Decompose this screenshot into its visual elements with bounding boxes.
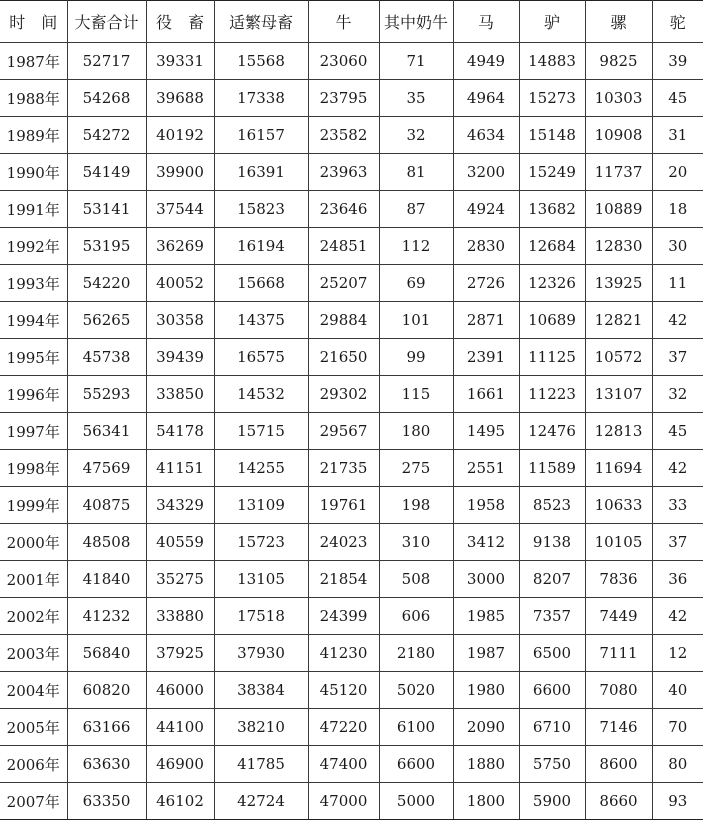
cell-draft-animals: 30358 — [146, 302, 214, 339]
cell-mules: 13925 — [585, 265, 652, 302]
header-total-livestock: 大畜合计 — [67, 1, 146, 43]
table-row — [0, 709, 703, 746]
cell-year: 2006年 — [0, 746, 67, 783]
cell-dairy-cows: 71 — [379, 43, 453, 80]
table-body — [0, 43, 703, 820]
cell-horses: 4924 — [453, 191, 519, 228]
cell-donkeys: 15273 — [519, 80, 585, 117]
cell-camels: 20 — [652, 154, 703, 191]
cell-total-livestock: 63350 — [67, 783, 146, 820]
cell-breeding-females: 16575 — [214, 339, 308, 376]
cell-horses: 2830 — [453, 228, 519, 265]
cell-mules: 7080 — [585, 672, 652, 709]
table-row — [0, 635, 703, 672]
cell-donkeys: 11223 — [519, 376, 585, 413]
header-donkeys: 驴 — [519, 1, 585, 43]
cell-dairy-cows: 310 — [379, 524, 453, 561]
cell-donkeys: 12684 — [519, 228, 585, 265]
cell-cattle: 24851 — [308, 228, 379, 265]
cell-mules: 10105 — [585, 524, 652, 561]
cell-donkeys: 8207 — [519, 561, 585, 598]
cell-mules: 10908 — [585, 117, 652, 154]
table-row — [0, 191, 703, 228]
cell-breeding-females: 41785 — [214, 746, 308, 783]
cell-cattle: 19761 — [308, 487, 379, 524]
cell-total-livestock: 52717 — [67, 43, 146, 80]
cell-cattle: 45120 — [308, 672, 379, 709]
cell-total-livestock: 54272 — [67, 117, 146, 154]
cell-total-livestock: 54149 — [67, 154, 146, 191]
cell-cattle: 47000 — [308, 783, 379, 820]
cell-draft-animals: 46000 — [146, 672, 214, 709]
cell-total-livestock: 41232 — [67, 598, 146, 635]
cell-cattle: 21854 — [308, 561, 379, 598]
table-row — [0, 561, 703, 598]
cell-camels: 12 — [652, 635, 703, 672]
cell-mules: 10633 — [585, 487, 652, 524]
cell-mules: 8600 — [585, 746, 652, 783]
cell-draft-animals: 39688 — [146, 80, 214, 117]
table-row — [0, 746, 703, 783]
cell-mules: 11694 — [585, 450, 652, 487]
table-row — [0, 598, 703, 635]
table-row — [0, 228, 703, 265]
header-horses: 马 — [453, 1, 519, 43]
cell-draft-animals: 46102 — [146, 783, 214, 820]
cell-dairy-cows: 69 — [379, 265, 453, 302]
cell-year: 2007年 — [0, 783, 67, 820]
cell-donkeys: 6500 — [519, 635, 585, 672]
cell-camels: 33 — [652, 487, 703, 524]
cell-horses: 1800 — [453, 783, 519, 820]
cell-draft-animals: 40192 — [146, 117, 214, 154]
cell-draft-animals: 40559 — [146, 524, 214, 561]
header-cattle: 牛 — [308, 1, 379, 43]
table-row — [0, 302, 703, 339]
header-row — [0, 1, 703, 43]
cell-horses: 3412 — [453, 524, 519, 561]
cell-dairy-cows: 275 — [379, 450, 453, 487]
cell-donkeys: 10689 — [519, 302, 585, 339]
cell-cattle: 29884 — [308, 302, 379, 339]
cell-mules: 7836 — [585, 561, 652, 598]
cell-draft-animals: 33850 — [146, 376, 214, 413]
cell-draft-animals: 35275 — [146, 561, 214, 598]
cell-draft-animals: 40052 — [146, 265, 214, 302]
cell-camels: 37 — [652, 524, 703, 561]
cell-camels: 39 — [652, 43, 703, 80]
cell-donkeys: 11589 — [519, 450, 585, 487]
table-header — [0, 1, 703, 43]
cell-camels: 45 — [652, 413, 703, 450]
cell-horses: 1958 — [453, 487, 519, 524]
cell-year: 1990年 — [0, 154, 67, 191]
cell-cattle: 23582 — [308, 117, 379, 154]
cell-horses: 1985 — [453, 598, 519, 635]
cell-dairy-cows: 112 — [379, 228, 453, 265]
cell-camels: 36 — [652, 561, 703, 598]
cell-year: 2000年 — [0, 524, 67, 561]
cell-draft-animals: 33880 — [146, 598, 214, 635]
cell-dairy-cows: 198 — [379, 487, 453, 524]
cell-dairy-cows: 180 — [379, 413, 453, 450]
cell-total-livestock: 54268 — [67, 80, 146, 117]
cell-total-livestock: 48508 — [67, 524, 146, 561]
cell-year: 1999年 — [0, 487, 67, 524]
cell-mules: 11737 — [585, 154, 652, 191]
cell-camels: 32 — [652, 376, 703, 413]
cell-year: 1989年 — [0, 117, 67, 154]
cell-year: 1998年 — [0, 450, 67, 487]
cell-camels: 45 — [652, 80, 703, 117]
table-row — [0, 413, 703, 450]
header-draft-animals: 役 畜 — [146, 1, 214, 43]
cell-camels: 37 — [652, 339, 703, 376]
header-time: 时 间 — [0, 1, 67, 43]
cell-year: 2004年 — [0, 672, 67, 709]
cell-cattle: 24023 — [308, 524, 379, 561]
cell-camels: 42 — [652, 598, 703, 635]
cell-year: 2005年 — [0, 709, 67, 746]
cell-donkeys: 15249 — [519, 154, 585, 191]
cell-year: 1988年 — [0, 80, 67, 117]
cell-draft-animals: 37925 — [146, 635, 214, 672]
cell-draft-animals: 54178 — [146, 413, 214, 450]
cell-draft-animals: 41151 — [146, 450, 214, 487]
cell-total-livestock: 63166 — [67, 709, 146, 746]
cell-horses: 2726 — [453, 265, 519, 302]
cell-total-livestock: 56341 — [67, 413, 146, 450]
cell-camels: 70 — [652, 709, 703, 746]
cell-horses: 1987 — [453, 635, 519, 672]
cell-breeding-females: 14375 — [214, 302, 308, 339]
cell-cattle: 41230 — [308, 635, 379, 672]
cell-horses: 4634 — [453, 117, 519, 154]
cell-dairy-cows: 81 — [379, 154, 453, 191]
cell-cattle: 29567 — [308, 413, 379, 450]
cell-donkeys: 6710 — [519, 709, 585, 746]
cell-camels: 42 — [652, 450, 703, 487]
cell-draft-animals: 46900 — [146, 746, 214, 783]
cell-total-livestock: 56840 — [67, 635, 146, 672]
table-row — [0, 154, 703, 191]
cell-dairy-cows: 87 — [379, 191, 453, 228]
table-row — [0, 339, 703, 376]
cell-dairy-cows: 99 — [379, 339, 453, 376]
cell-breeding-females: 16157 — [214, 117, 308, 154]
cell-breeding-females: 17518 — [214, 598, 308, 635]
cell-year: 1995年 — [0, 339, 67, 376]
cell-mules: 12830 — [585, 228, 652, 265]
cell-breeding-females: 16194 — [214, 228, 308, 265]
cell-breeding-females: 17338 — [214, 80, 308, 117]
cell-horses: 1495 — [453, 413, 519, 450]
cell-breeding-females: 13109 — [214, 487, 308, 524]
table-row — [0, 376, 703, 413]
cell-breeding-females: 38210 — [214, 709, 308, 746]
cell-donkeys: 5900 — [519, 783, 585, 820]
cell-donkeys: 12476 — [519, 413, 585, 450]
cell-total-livestock: 40875 — [67, 487, 146, 524]
cell-cattle: 21650 — [308, 339, 379, 376]
cell-draft-animals: 39439 — [146, 339, 214, 376]
cell-horses: 1880 — [453, 746, 519, 783]
table-row — [0, 117, 703, 154]
cell-year: 1992年 — [0, 228, 67, 265]
cell-mules: 12813 — [585, 413, 652, 450]
cell-mules: 9825 — [585, 43, 652, 80]
cell-dairy-cows: 508 — [379, 561, 453, 598]
cell-year: 2002年 — [0, 598, 67, 635]
cell-cattle: 29302 — [308, 376, 379, 413]
cell-draft-animals: 44100 — [146, 709, 214, 746]
cell-camels: 80 — [652, 746, 703, 783]
cell-dairy-cows: 6600 — [379, 746, 453, 783]
cell-breeding-females: 42724 — [214, 783, 308, 820]
cell-year: 1997年 — [0, 413, 67, 450]
cell-breeding-females: 13105 — [214, 561, 308, 598]
cell-donkeys: 8523 — [519, 487, 585, 524]
cell-total-livestock: 54220 — [67, 265, 146, 302]
cell-cattle: 23963 — [308, 154, 379, 191]
cell-camels: 93 — [652, 783, 703, 820]
cell-mules: 10889 — [585, 191, 652, 228]
cell-year: 1993年 — [0, 265, 67, 302]
cell-breeding-females: 38384 — [214, 672, 308, 709]
cell-dairy-cows: 5000 — [379, 783, 453, 820]
cell-donkeys: 9138 — [519, 524, 585, 561]
cell-camels: 18 — [652, 191, 703, 228]
cell-breeding-females: 15568 — [214, 43, 308, 80]
cell-donkeys: 6600 — [519, 672, 585, 709]
cell-cattle: 23795 — [308, 80, 379, 117]
cell-breeding-females: 15715 — [214, 413, 308, 450]
cell-mules: 10303 — [585, 80, 652, 117]
cell-cattle: 23060 — [308, 43, 379, 80]
cell-horses: 2871 — [453, 302, 519, 339]
cell-mules: 10572 — [585, 339, 652, 376]
cell-horses: 1661 — [453, 376, 519, 413]
cell-donkeys: 5750 — [519, 746, 585, 783]
cell-year: 2003年 — [0, 635, 67, 672]
table-row — [0, 672, 703, 709]
cell-mules: 7449 — [585, 598, 652, 635]
cell-breeding-females: 16391 — [214, 154, 308, 191]
header-dairy-cows: 其中奶牛 — [379, 1, 453, 43]
cell-breeding-females: 37930 — [214, 635, 308, 672]
cell-horses: 4949 — [453, 43, 519, 80]
cell-year: 1987年 — [0, 43, 67, 80]
cell-dairy-cows: 35 — [379, 80, 453, 117]
cell-cattle: 47220 — [308, 709, 379, 746]
cell-year: 2001年 — [0, 561, 67, 598]
cell-horses: 4964 — [453, 80, 519, 117]
cell-cattle: 23646 — [308, 191, 379, 228]
cell-dairy-cows: 32 — [379, 117, 453, 154]
cell-year: 1994年 — [0, 302, 67, 339]
header-mules: 骡 — [585, 1, 652, 43]
cell-cattle: 21735 — [308, 450, 379, 487]
cell-donkeys: 15148 — [519, 117, 585, 154]
cell-dairy-cows: 2180 — [379, 635, 453, 672]
cell-draft-animals: 36269 — [146, 228, 214, 265]
cell-breeding-females: 15823 — [214, 191, 308, 228]
cell-total-livestock: 63630 — [67, 746, 146, 783]
table-row — [0, 265, 703, 302]
cell-horses: 2090 — [453, 709, 519, 746]
cell-breeding-females: 14532 — [214, 376, 308, 413]
cell-camels: 40 — [652, 672, 703, 709]
cell-dairy-cows: 115 — [379, 376, 453, 413]
table-row — [0, 80, 703, 117]
cell-mules: 7146 — [585, 709, 652, 746]
header-camels: 驼 — [652, 1, 703, 43]
table-row — [0, 524, 703, 561]
cell-mules: 12821 — [585, 302, 652, 339]
cell-dairy-cows: 5020 — [379, 672, 453, 709]
cell-cattle: 47400 — [308, 746, 379, 783]
cell-mules: 8660 — [585, 783, 652, 820]
cell-draft-animals: 39900 — [146, 154, 214, 191]
cell-donkeys: 13682 — [519, 191, 585, 228]
cell-cattle: 25207 — [308, 265, 379, 302]
cell-donkeys: 11125 — [519, 339, 585, 376]
cell-year: 1991年 — [0, 191, 67, 228]
header-breeding-females: 适繁母畜 — [214, 1, 308, 43]
cell-donkeys: 12326 — [519, 265, 585, 302]
cell-camels: 11 — [652, 265, 703, 302]
cell-total-livestock: 45738 — [67, 339, 146, 376]
cell-horses: 2391 — [453, 339, 519, 376]
cell-camels: 31 — [652, 117, 703, 154]
table-row — [0, 487, 703, 524]
cell-dairy-cows: 101 — [379, 302, 453, 339]
cell-donkeys: 14883 — [519, 43, 585, 80]
cell-draft-animals: 37544 — [146, 191, 214, 228]
cell-donkeys: 7357 — [519, 598, 585, 635]
table-row — [0, 43, 703, 80]
cell-breeding-females: 14255 — [214, 450, 308, 487]
cell-total-livestock: 41840 — [67, 561, 146, 598]
cell-total-livestock: 47569 — [67, 450, 146, 487]
table-row — [0, 450, 703, 487]
cell-mules: 13107 — [585, 376, 652, 413]
cell-horses: 3000 — [453, 561, 519, 598]
cell-breeding-females: 15723 — [214, 524, 308, 561]
cell-draft-animals: 39331 — [146, 43, 214, 80]
cell-cattle: 24399 — [308, 598, 379, 635]
cell-total-livestock: 55293 — [67, 376, 146, 413]
cell-mules: 7111 — [585, 635, 652, 672]
cell-total-livestock: 53195 — [67, 228, 146, 265]
cell-total-livestock: 60820 — [67, 672, 146, 709]
cell-horses: 3200 — [453, 154, 519, 191]
table-row — [0, 783, 703, 820]
cell-horses: 1980 — [453, 672, 519, 709]
cell-draft-animals: 34329 — [146, 487, 214, 524]
cell-dairy-cows: 6100 — [379, 709, 453, 746]
cell-total-livestock: 56265 — [67, 302, 146, 339]
cell-total-livestock: 53141 — [67, 191, 146, 228]
cell-breeding-females: 15668 — [214, 265, 308, 302]
cell-dairy-cows: 606 — [379, 598, 453, 635]
cell-camels: 42 — [652, 302, 703, 339]
cell-horses: 2551 — [453, 450, 519, 487]
cell-camels: 30 — [652, 228, 703, 265]
cell-year: 1996年 — [0, 376, 67, 413]
